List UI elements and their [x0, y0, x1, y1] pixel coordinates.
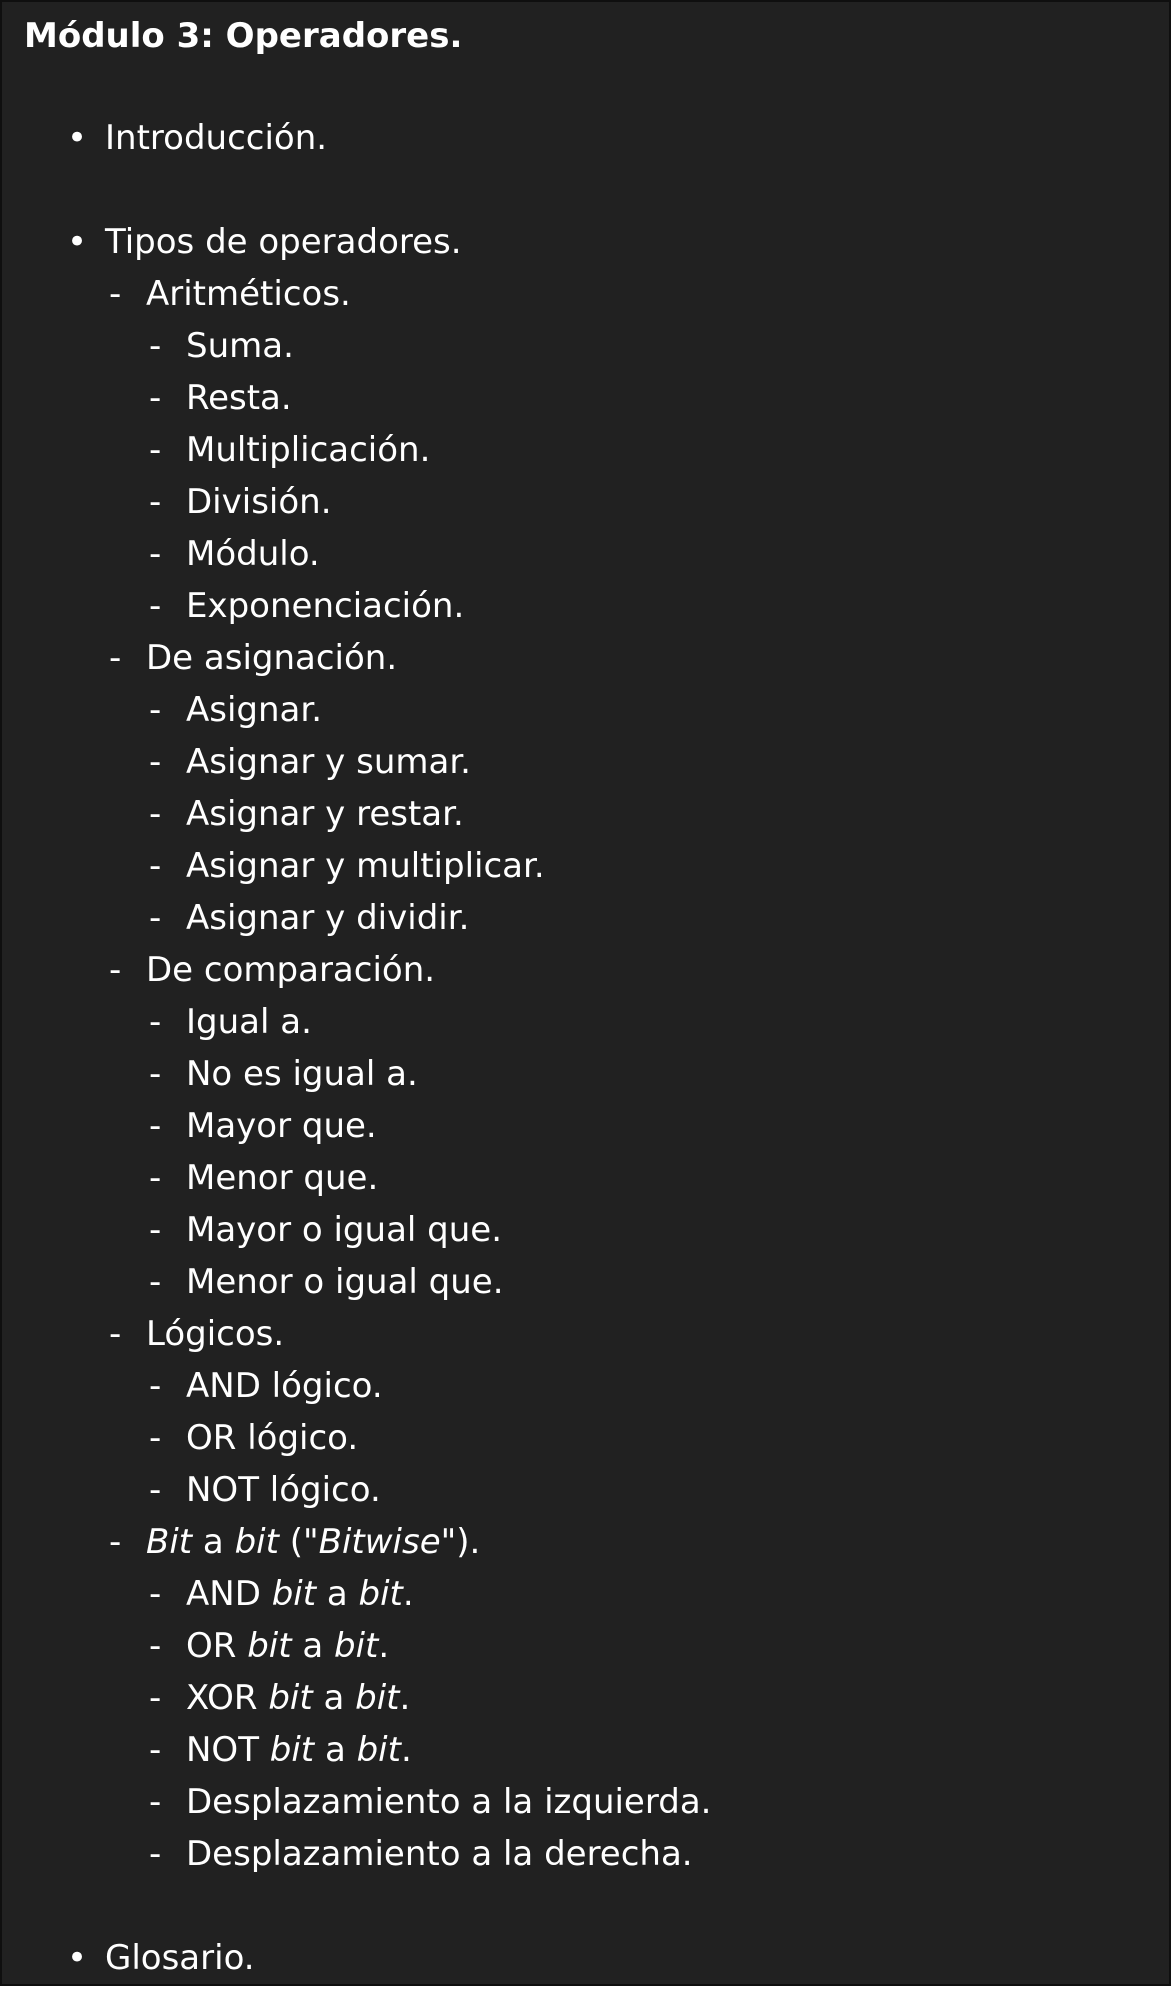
outline-item-text: De asignación. — [146, 638, 398, 678]
italic-term: bit — [358, 1574, 403, 1614]
text-fragment: a — [192, 1522, 235, 1562]
outline-item-text: No es igual a. — [186, 1054, 418, 1094]
outline-item-text: Desplazamiento a la derecha. — [186, 1834, 693, 1874]
outline-item-text: Menor o igual que. — [186, 1262, 504, 1302]
outline-item-text: Igual a. — [186, 1002, 312, 1042]
dash-marker: - — [149, 482, 162, 522]
outline-item-text: Menor que. — [186, 1158, 379, 1198]
outline-item-text: Mayor que. — [186, 1106, 377, 1146]
dash-marker: - — [149, 586, 162, 626]
text-fragment: XOR — [186, 1678, 269, 1718]
text-fragment: a — [312, 1678, 356, 1718]
text-fragment: . — [402, 1574, 414, 1614]
dash-marker: - — [149, 898, 162, 938]
italic-term: bit — [355, 1678, 400, 1718]
outline-item-text: Asignar y multiplicar. — [186, 846, 545, 886]
outline-item-text: Asignar. — [186, 690, 323, 730]
outline-item-text: NOT lógico. — [186, 1470, 381, 1510]
outline-item-text — [186, 1672, 410, 1724]
outline-item-text: Módulo. — [186, 534, 320, 574]
dash-marker: - — [149, 1470, 162, 1510]
bullet-marker: • — [67, 1938, 88, 1978]
dash-marker: - — [149, 1626, 162, 1666]
text-fragment: . — [399, 1678, 411, 1718]
dash-marker: - — [149, 326, 162, 366]
italic-term: bit — [271, 1574, 317, 1614]
outline-item-text — [146, 1516, 480, 1568]
dash-marker: - — [109, 1522, 122, 1562]
text-fragment: AND — [186, 1574, 272, 1614]
italic-term: bit — [334, 1626, 379, 1666]
dash-marker: - — [149, 1574, 162, 1614]
dash-marker: - — [109, 1314, 122, 1354]
dash-marker: - — [149, 1366, 162, 1406]
text-fragment: (" — [278, 1522, 319, 1562]
dash-marker: - — [149, 794, 162, 834]
outline-item-text: Exponenciación. — [186, 586, 465, 626]
dash-marker: - — [149, 1158, 162, 1198]
text-fragment: NOT — [186, 1730, 270, 1770]
outline-item-text: AND lógico. — [186, 1366, 383, 1406]
dash-marker: - — [149, 742, 162, 782]
dash-marker: - — [149, 1002, 162, 1042]
dash-marker: - — [149, 1782, 162, 1822]
outline-item-text: Suma. — [186, 326, 294, 366]
dash-marker: - — [149, 534, 162, 574]
text-fragment: a — [314, 1730, 357, 1770]
page-title: Módulo 3: Operadores. — [24, 16, 463, 56]
outline-item-text: División. — [186, 482, 332, 522]
italic-term: bit — [234, 1522, 279, 1562]
dash-marker: - — [149, 1262, 162, 1302]
outline-item-text: Lógicos. — [146, 1314, 285, 1354]
dash-marker: - — [149, 430, 162, 470]
outline-item-text: Desplazamiento a la izquierda. — [186, 1782, 712, 1822]
dash-marker: - — [109, 950, 122, 990]
italic-term: bit — [269, 1730, 315, 1770]
outline-item-text: Glosario. — [105, 1938, 255, 1978]
italic-term: bit — [356, 1730, 401, 1770]
outline-item-text: Tipos de operadores. — [105, 222, 462, 262]
outline-item-text — [186, 1568, 414, 1620]
dash-marker: - — [149, 1418, 162, 1458]
text-fragment: a — [316, 1574, 359, 1614]
text-fragment: OR — [186, 1626, 248, 1666]
italic-term: bit — [247, 1626, 292, 1666]
dash-marker: - — [149, 690, 162, 730]
bullet-marker: • — [67, 222, 88, 262]
outline-item-text: Resta. — [186, 378, 292, 418]
text-fragment: "). — [440, 1522, 481, 1562]
outline-item-text: Asignar y sumar. — [186, 742, 471, 782]
dash-marker: - — [109, 274, 122, 314]
dash-marker: - — [149, 1834, 162, 1874]
dash-marker: - — [149, 1106, 162, 1146]
dash-marker: - — [109, 638, 122, 678]
dash-marker: - — [149, 378, 162, 418]
dash-marker: - — [149, 1730, 162, 1770]
outline-item-text: Multiplicación. — [186, 430, 431, 470]
italic-term: Bit — [146, 1522, 193, 1562]
dash-marker: - — [149, 1054, 162, 1094]
outline-item-text: Mayor o igual que. — [186, 1210, 503, 1250]
dash-marker: - — [149, 1678, 162, 1718]
outline-item-text: Aritméticos. — [146, 274, 351, 314]
outline-item-text: OR lógico. — [186, 1418, 359, 1458]
text-fragment: . — [400, 1730, 412, 1770]
dash-marker: - — [149, 1210, 162, 1250]
outline-item-text: Asignar y dividir. — [186, 898, 470, 938]
outline-item-text — [186, 1724, 412, 1776]
italic-term: bit — [268, 1678, 313, 1718]
text-fragment: . — [378, 1626, 390, 1666]
outline-item-text: Introducción. — [105, 118, 328, 158]
outline-item-text — [186, 1620, 389, 1672]
dash-marker: - — [149, 846, 162, 886]
text-fragment: a — [291, 1626, 335, 1666]
italic-term: Bitwise — [318, 1522, 441, 1562]
bullet-marker: • — [67, 118, 88, 158]
outline-item-text: De comparación. — [146, 950, 436, 990]
outline-item-text: Asignar y restar. — [186, 794, 464, 834]
